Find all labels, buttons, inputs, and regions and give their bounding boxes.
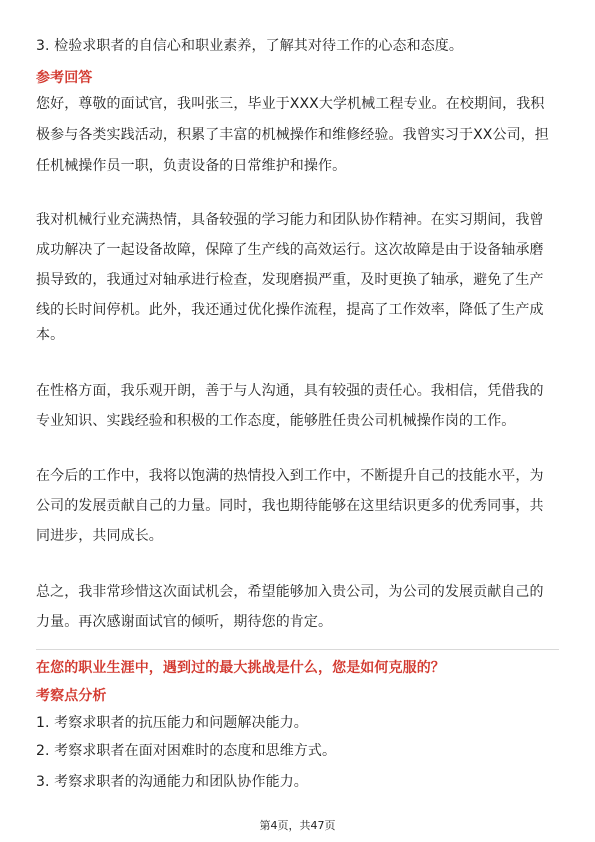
section-divider bbox=[36, 649, 559, 650]
prev-analysis-item-3: 3. 检验求职者的自信心和职业素养，了解其对待工作的心态和态度。 bbox=[36, 38, 464, 54]
answer-p1-line1: 您好，尊敬的面试官，我叫张三，毕业于XXX大学机械工程专业。在校期间，我积 bbox=[36, 96, 545, 112]
answer-p4-line1: 在今后的工作中，我将以饱满的热情投入到工作中，不断提升自己的技能水平，为 bbox=[36, 468, 544, 484]
answer-p5-line1: 总之，我非常珍惜这次面试机会，希望能够加入贵公司，为公司的发展贡献自己的 bbox=[36, 584, 544, 600]
answer-p2-line4: 线的长时间停机。此外，我还通过优化操作流程，提高了工作效率，降低了生产成 bbox=[36, 302, 544, 318]
question-title: 在您的职业生涯中，遇到过的最大挑战是什么，您是如何克服的？ bbox=[36, 660, 445, 676]
answer-p3-line2: 专业知识、实践经验和积极的工作态度，能够胜任贵公司机械操作岗的工作。 bbox=[36, 413, 516, 429]
answer-p2-line2: 成功解决了一起设备故障，保障了生产线的高效运行。这次故障是由于设备轴承磨 bbox=[36, 242, 544, 258]
answer-p2-line1: 我对机械行业充满热情，具备较强的学习能力和团队协作精神。在实习期间，我曾 bbox=[36, 212, 544, 228]
answer-p4-line3: 同进步，共同成长。 bbox=[36, 528, 163, 544]
answer-p4-line2: 公司的发展贡献自己的力量。同时，我也期待能够在这里结识更多的优秀同事，共 bbox=[36, 498, 544, 514]
answer-heading: 参考回答 bbox=[36, 70, 93, 86]
answer-p2-line3: 损导致的，我通过对轴承进行检查，发现磨损严重，及时更换了轴承，避免了生产 bbox=[36, 272, 544, 288]
analysis-item-2: 2. 考察求职者在面对困难时的态度和思维方式。 bbox=[36, 743, 337, 759]
analysis-item-3: 3. 考察求职者的沟通能力和团队协作能力。 bbox=[36, 774, 308, 790]
answer-p2-line5: 本。 bbox=[36, 327, 65, 343]
answer-p3-line1: 在性格方面，我乐观开朗，善于与人沟通，具有较强的责任心。我相信，凭借我的 bbox=[36, 383, 544, 399]
answer-p1-line2: 极参与各类实践活动，积累了丰富的机械操作和维修经验。我曾实习于XX公司，担 bbox=[36, 127, 549, 143]
page-number: 第4页，共47页 bbox=[259, 819, 336, 832]
analysis-item-1: 1. 考察求职者的抗压能力和问题解决能力。 bbox=[36, 715, 308, 731]
analysis-heading: 考察点分析 bbox=[36, 688, 107, 704]
answer-p5-line2: 力量。再次感谢面试官的倾听，期待您的肯定。 bbox=[36, 614, 333, 630]
answer-p1-line3: 任机械操作员一职，负责设备的日常维护和操作。 bbox=[36, 158, 347, 174]
